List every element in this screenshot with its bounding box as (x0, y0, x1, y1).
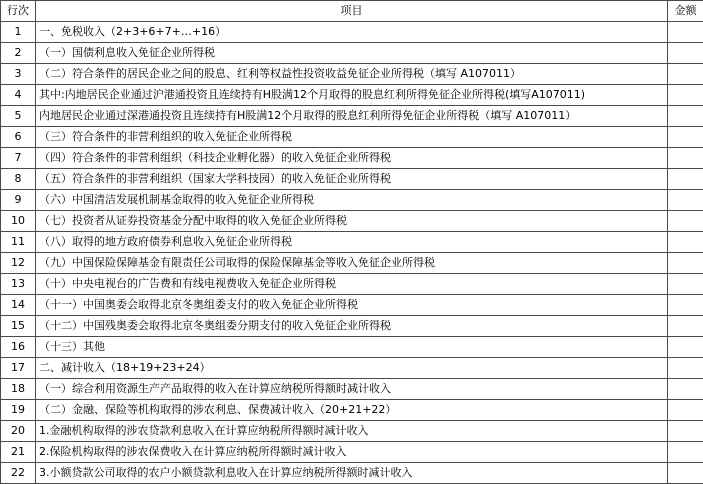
item-cell: （六）中国清洁发展机制基金取得的收入免征企业所得税 (36, 190, 668, 211)
amount-cell[interactable] (668, 148, 703, 169)
table-row (1, 379, 703, 400)
amount-cell[interactable] (668, 274, 703, 295)
amount-cell[interactable] (668, 253, 703, 274)
amount-cell[interactable] (668, 127, 703, 148)
line-number-cell: 3 (1, 64, 36, 85)
item-cell: （四）符合条件的非营利组织（科技企业孵化器）的收入免征企业所得税 (36, 148, 668, 169)
item-cell: 一、免税收入（2+3+6+7+…+16） (36, 22, 668, 43)
amount-cell[interactable] (668, 85, 703, 106)
table-row (1, 274, 703, 295)
line-number-cell: 18 (1, 379, 36, 400)
table-row (1, 337, 703, 358)
table-row (1, 106, 703, 127)
item-cell: 其中:内地居民企业通过沪港通投资且连续持有H股满12个月取得的股息红利所得免征企业所得税(填写A107011) (36, 85, 668, 106)
table-row (1, 232, 703, 253)
item-cell: 2.保险机构取得的涉农保费收入在计算应纳税所得额时减计收入 (36, 442, 668, 463)
item-cell: （一）国债利息收入免征企业所得税 (36, 43, 668, 64)
table-row (1, 463, 703, 484)
line-number-cell: 10 (1, 211, 36, 232)
item-cell: （一）综合利用资源生产产品取得的收入在计算应纳税所得额时减计收入 (36, 379, 668, 400)
table-row (1, 64, 703, 85)
amount-cell[interactable] (668, 43, 703, 64)
header-amount: 金额 (668, 1, 703, 22)
table-row (1, 211, 703, 232)
item-cell: 3.小额贷款公司取得的农户小额贷款利息收入在计算应纳税所得额时减计收入 (36, 463, 668, 484)
table-row (1, 85, 703, 106)
amount-cell[interactable] (668, 169, 703, 190)
amount-cell[interactable] (668, 421, 703, 442)
line-number-cell: 14 (1, 295, 36, 316)
amount-cell[interactable] (668, 106, 703, 127)
table-row (1, 316, 703, 337)
table-row (1, 400, 703, 421)
table-row (1, 148, 703, 169)
amount-cell[interactable] (668, 463, 703, 484)
item-cell: （九）中国保险保障基金有限责任公司取得的保险保障基金等收入免征企业所得税 (36, 253, 668, 274)
table-row (1, 43, 703, 64)
item-cell: 内地居民企业通过深港通投资且连续持有H股满12个月取得的股息红利所得免征企业所得税（填写 A107011） (36, 106, 668, 127)
amount-cell[interactable] (668, 379, 703, 400)
table-row (1, 253, 703, 274)
line-number-cell: 15 (1, 316, 36, 337)
line-number-cell: 19 (1, 400, 36, 421)
item-cell: （十三）其他 (36, 337, 668, 358)
table-row (1, 190, 703, 211)
line-number-cell: 11 (1, 232, 36, 253)
amount-cell[interactable] (668, 337, 703, 358)
line-number-cell: 9 (1, 190, 36, 211)
line-number-cell: 13 (1, 274, 36, 295)
amount-cell[interactable] (668, 190, 703, 211)
item-cell: （七）投资者从证券投资基金分配中取得的收入免征企业所得税 (36, 211, 668, 232)
line-number-cell: 2 (1, 43, 36, 64)
item-cell: （五）符合条件的非营利组织（国家大学科技园）的收入免征企业所得税 (36, 169, 668, 190)
item-cell: （二）符合条件的居民企业之间的股息、红利等权益性投资收益免征企业所得税（填写 A107011） (36, 64, 668, 85)
table-row (1, 295, 703, 316)
amount-cell[interactable] (668, 232, 703, 253)
item-cell: （十二）中国残奥委会取得北京冬奥组委分期支付的收入免征企业所得税 (36, 316, 668, 337)
amount-cell[interactable] (668, 22, 703, 43)
table-row (1, 22, 703, 43)
header-row (1, 1, 703, 22)
header-item: 项目 (36, 1, 668, 22)
line-number-cell: 21 (1, 442, 36, 463)
item-cell: 1.金融机构取得的涉农贷款利息收入在计算应纳税所得额时减计收入 (36, 421, 668, 442)
line-number-cell: 7 (1, 148, 36, 169)
table-row (1, 421, 703, 442)
item-cell: 二、减计收入（18+19+23+24） (36, 358, 668, 379)
amount-cell[interactable] (668, 211, 703, 232)
line-number-cell: 22 (1, 463, 36, 484)
header-line-number: 行次 (1, 1, 36, 22)
item-cell: （十）中央电视台的广告费和有线电视费收入免征企业所得税 (36, 274, 668, 295)
line-number-cell: 8 (1, 169, 36, 190)
amount-cell[interactable] (668, 400, 703, 421)
amount-cell[interactable] (668, 358, 703, 379)
amount-cell[interactable] (668, 64, 703, 85)
amount-cell[interactable] (668, 295, 703, 316)
line-number-cell: 16 (1, 337, 36, 358)
line-number-cell: 20 (1, 421, 36, 442)
table-row (1, 169, 703, 190)
line-number-cell: 5 (1, 106, 36, 127)
line-number-cell: 1 (1, 22, 36, 43)
line-number-cell: 6 (1, 127, 36, 148)
amount-cell[interactable] (668, 442, 703, 463)
amount-cell[interactable] (668, 316, 703, 337)
item-cell: （二）金融、保险等机构取得的涉农利息、保费减计收入（20+21+22） (36, 400, 668, 421)
table-row (1, 442, 703, 463)
line-number-cell: 12 (1, 253, 36, 274)
item-cell: （三）符合条件的非营利组织的收入免征企业所得税 (36, 127, 668, 148)
line-number-cell: 4 (1, 85, 36, 106)
table-row (1, 127, 703, 148)
item-cell: （十一）中国奥委会取得北京冬奥组委支付的收入免征企业所得税 (36, 295, 668, 316)
table-row (1, 358, 703, 379)
line-number-cell: 17 (1, 358, 36, 379)
item-cell: （八）取得的地方政府债券利息收入免征企业所得税 (36, 232, 668, 253)
